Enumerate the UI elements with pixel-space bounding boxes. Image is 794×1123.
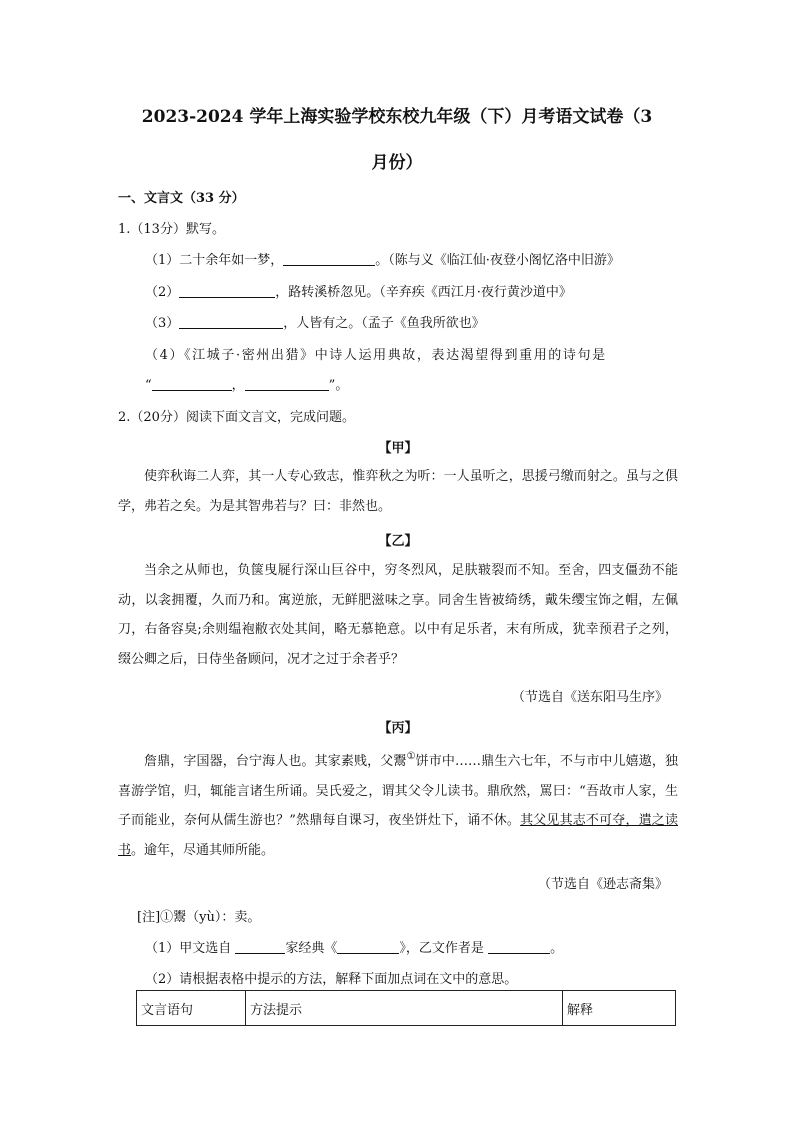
- answer-blank[interactable]: [179, 315, 283, 329]
- passage-bing-source: （节选自《逊志斋集》: [537, 877, 668, 892]
- q1-item-2-text: ，路转溪桥忽见。（辛弃疾《西江月·夜行黄沙道中》: [275, 285, 572, 300]
- answer-blank[interactable]: [283, 252, 375, 266]
- q1-item-4-line-1: （4）《江城子·密州出猎》中诗人运用典故，表达渴望得到重用的诗句是: [145, 348, 607, 363]
- footnote-number: ①: [160, 910, 174, 925]
- q1-item-2-number: （2）: [145, 285, 180, 300]
- close-quote: ”。: [328, 378, 349, 393]
- sub1-text-d: 。: [550, 941, 564, 956]
- passage-yi-text: 当余之从师也，负箧曳屣行深山巨谷中，穷冬烈风，足肤皲裂而不知。至舍，四支僵劲不能动，以衾拥覆，久而乃和。寓逆旅，无鲜肥滋味之享。同舍生皆被绮绣，戴朱缨宝饰之帽，左佩刀，右备容臭;余则缊袍敝衣处其间，略无慕艳意。以中有足乐者，末有所成，犹幸预君子之列，缀公卿之后，日侍坐备顾问，况才之过于余者乎？: [118, 563, 678, 667]
- passage-bing-text: [118, 742, 678, 865]
- answer-table: [136, 990, 676, 1026]
- question-2-stem: 2.（20分）阅读下面文言文，完成问题。: [118, 410, 355, 425]
- bing-text-part-1: 詹鼎，字国器，台宁海人也。其家素贱，父鬻: [144, 754, 407, 769]
- answer-blank[interactable]: [179, 284, 275, 298]
- table-header-cell: 解释: [563, 991, 676, 1026]
- passage-yi-source: （节选自《送东阳马生序》: [511, 690, 668, 705]
- footnote: [137, 906, 260, 925]
- q2-sub-1: [145, 937, 563, 956]
- bing-text-part-2: 饼市中……鼎生六七年，不与市中儿嬉遨，独喜游学馆，归，辄能言诸生所诵。吴氏爱之，谓其父令儿读书。鼎欣然，罵曰：“吾故市人家，生子而能业，奈何从儒生游也？”然鼎每自课习，夜坐饼灶下，诵不休。: [118, 754, 678, 828]
- q1-item-2: [145, 281, 572, 300]
- answer-blank[interactable]: [337, 940, 399, 954]
- q1-item-3-text: ，人皆有之。（孟子《鱼我所欲也》: [283, 316, 485, 331]
- title-line-2: 月份）: [371, 153, 423, 173]
- q1-item-3-number: （3）: [145, 316, 180, 331]
- answer-blank[interactable]: [488, 940, 550, 954]
- underlined-sentence: 其父见其志不可夺，遣之读书: [118, 813, 678, 858]
- comma: ，: [231, 378, 245, 393]
- title-line-1: 2023-2024 学年上海实验学校东校九年级（下）月考语文试卷（3: [141, 107, 653, 127]
- page-title: [110, 94, 684, 186]
- passage-bing-heading: 【丙】: [378, 721, 418, 736]
- table-header-cell: 文言语句: [137, 991, 246, 1026]
- table-header-row: [137, 991, 676, 1026]
- table-header-cell: 方法提示: [246, 991, 563, 1026]
- answer-blank[interactable]: [152, 377, 232, 391]
- footnote-label: [注]: [137, 910, 161, 925]
- q2-sub-2: （2）请根据表格中提示的方法，解释下面加点词在文中的意思。: [145, 972, 518, 987]
- question-1-stem: 1.（13分）默写。: [118, 222, 225, 237]
- footnote-marker: ①: [406, 751, 416, 762]
- q1-item-1-source: 。（陈与义《临江仙·夜登小阁忆洛中旧游》: [375, 253, 620, 268]
- q1-item-3: [145, 312, 485, 331]
- passage-jia-text: 使弈秋诲二人弈，其一人专心致志，惟弈秋之为听：一人虽听之，思援弓缴而射之。虽与之俱学，弗若之矣。为是其智弗若与？曰：非然也。: [118, 469, 678, 514]
- sub1-text-c: 》，乙文作者是: [399, 941, 489, 956]
- section-heading: 一、文言文（33 分）: [118, 191, 245, 206]
- q1-item-1: [145, 249, 620, 268]
- bing-text-part-3: 。逾年，尽通其师所能。: [131, 842, 275, 858]
- passage-yi-heading: 【乙】: [378, 534, 418, 549]
- q1-item-1-text: （1）二十余年如一梦，: [145, 253, 284, 268]
- answer-blank[interactable]: [235, 940, 285, 954]
- footnote-text: 鬻（yù）：卖。: [173, 910, 261, 925]
- sub1-text-b: 家经典《: [285, 941, 338, 956]
- open-quote: “: [145, 378, 152, 393]
- passage-jia-heading: 【甲】: [378, 441, 418, 456]
- answer-blank[interactable]: [245, 377, 329, 391]
- sub1-text-a: （1）甲文选自: [145, 941, 236, 956]
- q1-item-4-line-2: [145, 374, 348, 393]
